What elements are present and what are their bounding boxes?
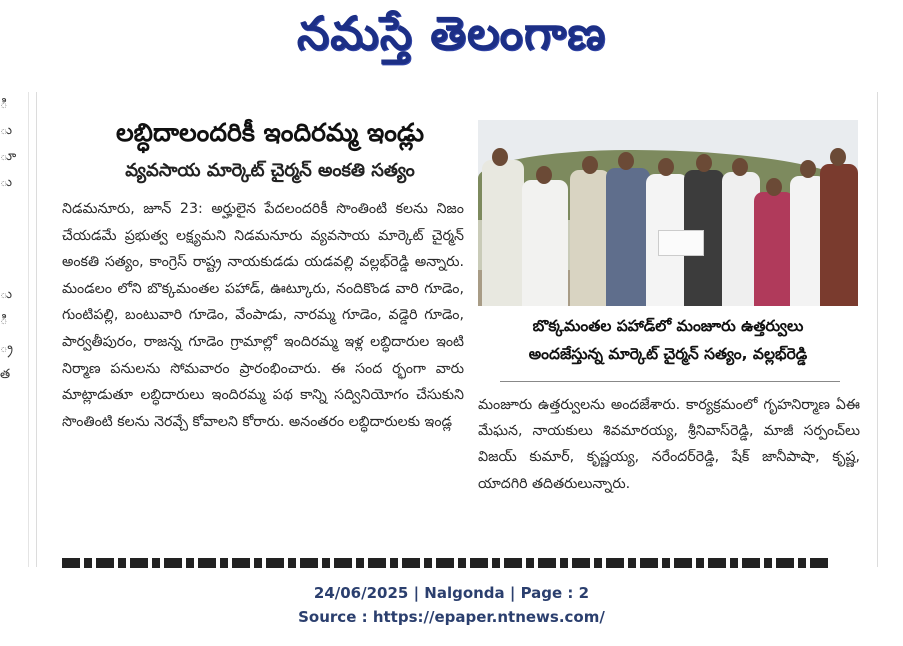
photo-person-head: [732, 158, 748, 176]
photo-document: [658, 230, 704, 256]
photo-person-head: [696, 154, 712, 172]
photo-person-head: [618, 152, 634, 170]
fragment-char: ు: [0, 123, 13, 138]
news-photo: [478, 120, 858, 306]
photo-person: [820, 164, 858, 306]
next-headline-fragment: [62, 558, 832, 568]
article-body-right: మంజూరు ఉత్తర్వులను అందజేశారు. కార్యక్రమంలో గృహనిర్మాణ ఏఈ మేఘన, నాయకులు శివమారయ్య, శ్రీనివాస్‌రెడ్డి, మాజీ సర్పంచ్‌లు విజయ్ కుమార్, కృష్ణయ్య, నరేందర్‌రెడ్డి, షేక్ జానీపాషా, కృష్ణ, యాదగిరి తదితరులున్నారు.: [478, 397, 860, 492]
fragment-char: త: [0, 367, 11, 382]
caption-divider: [500, 381, 840, 382]
photo-person-head: [582, 156, 598, 174]
photo-person: [606, 168, 650, 306]
fragment-char: ూ: [0, 149, 17, 164]
footer-source: Source : https://epaper.ntnews.com/: [298, 608, 605, 626]
article-body-left: నిడమనూరు, జూన్ 23: అర్హులైన పేదలందరికీ సొంతింటి కలను నిజం చేయడమే ప్రభుత్వ లక్ష్యమని నిడమనూరు వ్యవసాయ మార్కెట్ చైర్మన్ అంకతి సత్యం, కాంగ్రెస్ రాష్ట్ర నాయకుడడు యడవల్లి వల్లభ్‌రెడ్డి అన్నారు. మండలం లోని బొక్కమంతల పహాడ్, ఊట్కూరు, నందికొండ వారి గూడెం, గుంటిపల్లి, బంటువారి గూడెం, వేంపాడు, నారమ్మ గూడెం, వడ్డెరి గూడెం, పార్వతీపురం, రాజన్న గూడెం గ్రామాల్లో ఇందిరమ్మ ఇళ్ల లబ్ధిదారుల ఇంటి నిర్మాణ పనులను సోమవారం ప్రారంభించారు. ఈ సంద ర్భంగా వారు మాట్లాడుతూ లబ్ధిదారులు ఇందిరమ్మ పథ కాన్ని సద్వినియోగం చేసుకుని సొంతింటి కలను నెరవ్చే కోవాలని కోరారు. అనంతరం లబ్ధిదారులకు ఇండ్ల: [62, 201, 464, 430]
footer-dateline: 24/06/2025 | Nalgonda | Page : 2: [313, 584, 590, 602]
photo-person: [754, 192, 794, 306]
masthead: [0, 0, 903, 80]
fragment-char: ు: [0, 175, 13, 190]
newspaper-logo: నమస్తే తెలంగాణ: [296, 6, 607, 60]
footer: [0, 568, 903, 646]
photo-person-head: [536, 166, 552, 184]
article-headline: లబ్ధిదాలందరికీ ఇందిరమ్మ ఇండ్లు: [115, 118, 425, 147]
fragment-char: ు: [0, 287, 13, 302]
previous-column-fragment: [0, 92, 29, 567]
photo-person: [570, 170, 610, 306]
article-subhead: వ్యవసాయ మార్కెట్ చైర్మన్ అంకతి సత్యం: [125, 160, 415, 181]
caption-line-2: అందజేస్తున్న మార్కెట్ చైర్మన్ సత్యం, వల్లభ్‌రెడ్డి: [528, 345, 808, 363]
caption-line-1: బొక్కమంతల పహాడ్‌లో మంజూరు ఉత్తర్వులు: [532, 317, 804, 335]
photo-person-head: [658, 158, 674, 176]
photo-person-head: [830, 148, 846, 166]
photo-person: [522, 180, 568, 306]
photo-person: [482, 160, 524, 306]
fragment-char: ్ర: [0, 341, 13, 356]
photo-person-head: [492, 148, 508, 166]
fragment-char: ి: [0, 97, 8, 112]
photo-caption: [478, 312, 858, 368]
photo-person-head: [766, 178, 782, 196]
photo-person-head: [800, 160, 816, 178]
fragment-char: ి: [0, 313, 8, 328]
